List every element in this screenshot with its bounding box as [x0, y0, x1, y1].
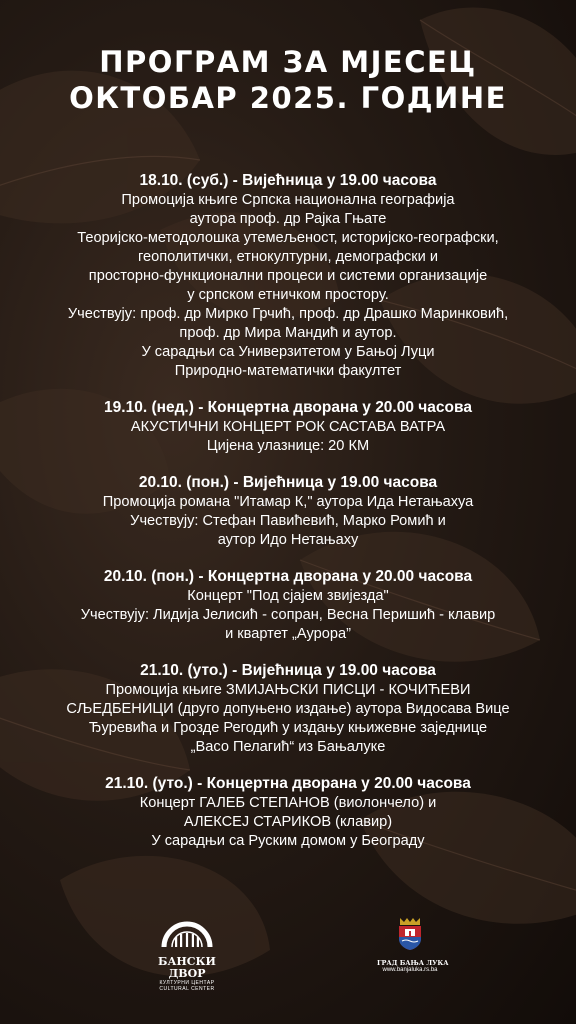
event-line: Цијена улазнице: 20 КМ: [206, 438, 370, 454]
event-line: У сарадњи са Универзитетом у Бањој Луци: [141, 344, 435, 360]
event-heading: 21.10. (уто.) - Вијећница у 19.00 часова: [140, 662, 436, 679]
event-line: АЛЕКСЕЈ СТАРИКОВ (клавир): [183, 814, 393, 830]
event-line: Учествују: Лидија Јелисић - сопран, Весна Перишић - клавир: [80, 607, 496, 623]
banski-dvor-logo: [155, 915, 219, 992]
event-line: и квартет „Аурора”: [225, 626, 351, 642]
event-line: просторно-функционални процеси и системи организације: [88, 268, 488, 284]
event-5: [0, 661, 576, 757]
event-line: Теоријско-методолошка утемељеност, историјско-географски,: [77, 230, 499, 246]
event-2: [0, 398, 576, 456]
event-line: Промоција романа "Итамар К," аутора Ида Нетањахуа: [102, 494, 474, 510]
page-title: [0, 44, 576, 116]
event-line: геополитички, етнокултурни, демографски и: [137, 249, 439, 265]
event-line: аутор Идо Нетањаху: [217, 532, 359, 548]
banja-luka-url: www.banjaluka.rs.ba: [382, 967, 438, 973]
event-line: Концерт "Под сјајем звијезда": [187, 588, 389, 604]
event-line: Природно-математички факултет: [174, 363, 402, 379]
title-line-1: ПРОГРАМ ЗА МЈЕСЕЦ: [99, 45, 477, 79]
event-heading: 19.10. (нед.) - Концертна дворана у 20.00 часова: [104, 399, 472, 416]
banski-dvor-arch-icon: [160, 936, 214, 953]
footer: [0, 915, 576, 1015]
banja-luka-logo: [377, 917, 449, 974]
event-1: [0, 171, 576, 381]
event-6: [0, 774, 576, 851]
event-line: Промоција књиге Српска национална географија: [121, 192, 455, 208]
event-3: [0, 473, 576, 550]
event-line: СЉЕДБЕНИЦИ (друго допуњено издање) аутора Видосава Вице: [66, 701, 510, 717]
event-heading: 21.10. (уто.) - Концертна дворана у 20.00 часова: [105, 775, 471, 792]
event-line: „Васо Пелагић“ из Бањалуке: [190, 739, 386, 755]
banski-dvor-name: БАНСКИ ДВОР: [158, 955, 216, 980]
event-heading: 20.10. (пон.) - Концертна дворана у 20.00 часова: [103, 568, 473, 585]
event-heading: 20.10. (пон.) - Вијећница у 19.00 часова: [138, 474, 438, 491]
event-line: Учествују: Стефан Павићевић, Марко Ромић и: [130, 513, 446, 529]
title-line-2: ОКТОБАР 2025. ГОДИНЕ: [69, 81, 507, 115]
event-line: проф. др Мира Мандић и аутор.: [179, 325, 397, 341]
banja-luka-name: ГРАД БАЊА ЛУКА: [377, 959, 449, 967]
event-line: Ђуревића и Грозде Регодић у издању књижевне заједнице: [88, 720, 488, 736]
event-line: Промоција књиге ЗМИЈАЊСКИ ПИСЦИ - КОЧИЋЕВИ: [105, 682, 471, 698]
banski-dvor-subtitle-en: CULTURAL CENTER: [159, 986, 215, 992]
event-line: У сарадњи са Руским домом у Београду: [151, 833, 425, 849]
banja-luka-coat-of-arms-icon: [397, 938, 423, 955]
event-heading: 18.10. (суб.) - Вијећница у 19.00 часова: [139, 172, 437, 189]
event-line: АКУСТИЧНИ КОНЦЕРТ РОК САСТАВА ВАТРА: [130, 419, 446, 435]
event-4: [0, 567, 576, 644]
event-line: Учествују: проф. др Мирко Грчић, проф. др Драшко Маринковић,: [67, 306, 509, 322]
event-line: аутора проф. др Рајка Гњате: [189, 211, 387, 227]
banski-dvor-subtitle: КУЛТУРНИ ЦЕНТАР: [159, 980, 215, 986]
event-line: у српском етничком простору.: [187, 287, 389, 303]
event-list: [0, 171, 576, 851]
event-line: Концерт ГАЛЕБ СТЕПАНОВ (виолончело) и: [139, 795, 437, 811]
